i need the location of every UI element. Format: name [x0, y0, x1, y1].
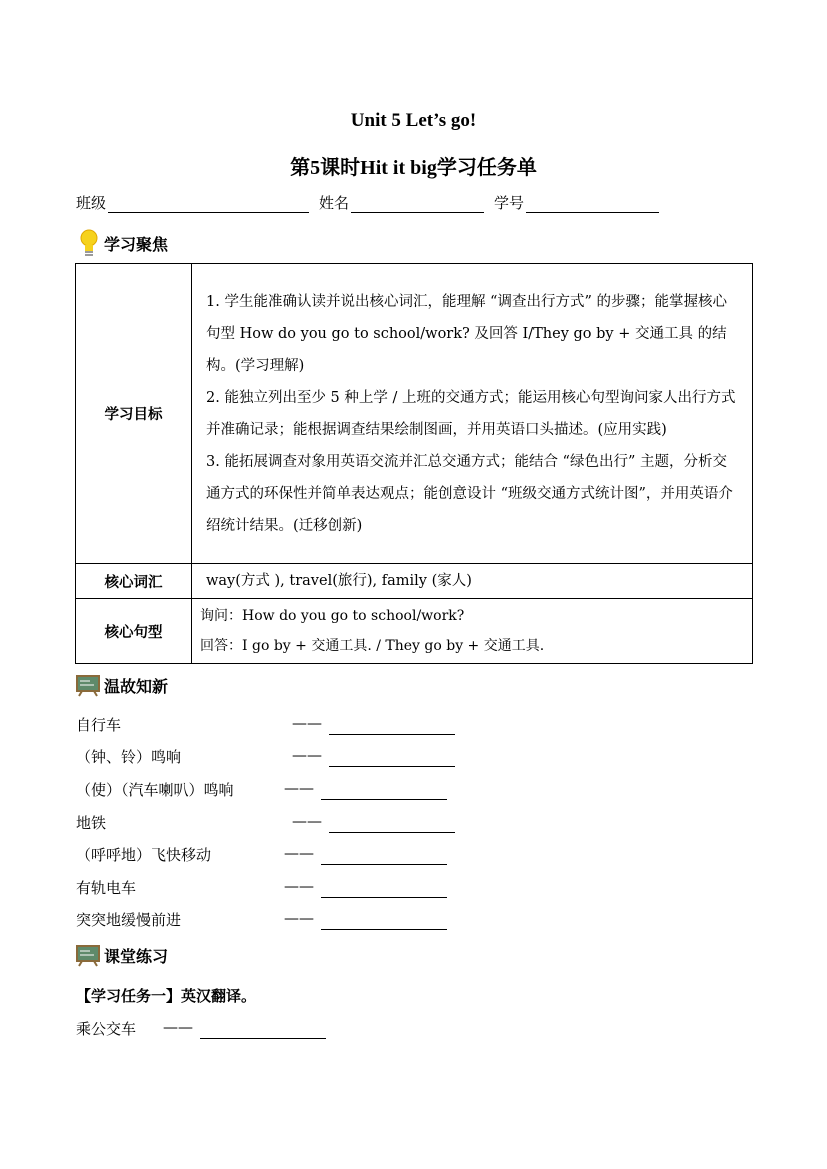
focus-table	[75, 263, 753, 664]
task1-title: 【学习任务一】英汉翻译。	[76, 987, 257, 1005]
unit-title: Unit 5 Let’s go!	[350, 110, 477, 131]
sentence-content	[192, 599, 753, 664]
dash: ——	[292, 812, 322, 830]
name-label: 姓名	[319, 194, 350, 212]
answer-blank[interactable]	[329, 733, 455, 735]
goal-item: 1. 学生能准确认读并说出核心词汇，能理解 “调查出行方式” 的步骤；能掌握核心句型 How do you go to school/work? 及回答 I/They go by + 交通工具 的结构。(学习理解)	[206, 293, 727, 374]
focus-heading-text: 学习聚焦	[104, 234, 169, 254]
practice-heading-text: 课堂练习	[104, 947, 169, 966]
goals-label: 学习目标	[76, 264, 192, 564]
class-field[interactable]	[108, 196, 309, 213]
dash: ——	[284, 779, 314, 797]
review-item: 突突地缓慢前进	[76, 911, 182, 929]
review-item: 有轨电车	[76, 879, 137, 897]
review-item: 自行车	[76, 716, 122, 734]
review-item: （呼呼地）飞快移动	[76, 846, 212, 864]
dash: ——	[292, 746, 322, 764]
sentence-label: 核心句型	[76, 599, 192, 664]
goals-row	[76, 264, 753, 564]
blackboard-icon	[76, 945, 100, 967]
dash: ——	[284, 844, 314, 862]
dash: ——	[284, 909, 314, 927]
number-field[interactable]	[526, 196, 659, 213]
review-item: （钟、铃）鸣响	[76, 748, 182, 766]
lesson-title: 第5课时Hit it big学习任务单	[290, 157, 537, 179]
focus-heading	[78, 228, 168, 258]
answer-blank[interactable]	[329, 765, 455, 767]
sentence-row	[76, 599, 753, 664]
student-info-line	[76, 192, 669, 213]
class-label: 班级	[76, 194, 107, 212]
review-item: （使）（汽车喇叭）鸣响	[76, 781, 234, 799]
answer-blank[interactable]	[321, 928, 447, 930]
review-heading-text: 温故知新	[104, 677, 169, 696]
lightbulb-icon	[78, 228, 100, 258]
task1-item: 乘公交车	[76, 1020, 137, 1038]
vocab-label: 核心词汇	[76, 564, 192, 599]
number-label: 学号	[494, 194, 525, 212]
review-heading	[76, 674, 168, 697]
answer-blank[interactable]	[321, 798, 447, 800]
dash: ——	[163, 1018, 193, 1036]
blackboard-icon	[76, 675, 100, 697]
answer-blank[interactable]	[200, 1037, 326, 1039]
vocab-row	[76, 564, 753, 599]
sentence-question: 询问：How do you go to school/work?	[200, 608, 465, 624]
answer-blank[interactable]	[321, 896, 447, 898]
answer-blank[interactable]	[321, 863, 447, 865]
sentence-answer: 回答：I go by + 交通工具. / They go by + 交通工具.	[200, 638, 545, 654]
goals-content	[192, 264, 753, 564]
goal-item: 3. 能拓展调查对象用英语交流并汇总交通方式；能结合 “绿色出行” 主题，分析交通方式的环保性并简单表达观点；能创意设计 “班级交通方式统计图”，并用英语介绍统计结果。(迁移创新)	[206, 453, 733, 534]
dash: ——	[284, 877, 314, 895]
name-field[interactable]	[351, 196, 484, 213]
review-item: 地铁	[76, 814, 107, 832]
vocab-content: way(方式 ), travel(旅行), family (家人)	[192, 564, 753, 599]
practice-heading	[76, 944, 168, 967]
goal-item: 2. 能独立列出至少 5 种上学 / 上班的交通方式；能运用核心句型询问家人出行方式并准确记录；能根据调查结果绘制图画，并用英语口头描述。(应用实践)	[206, 389, 736, 438]
answer-blank[interactable]	[329, 831, 455, 833]
dash: ——	[292, 714, 322, 732]
